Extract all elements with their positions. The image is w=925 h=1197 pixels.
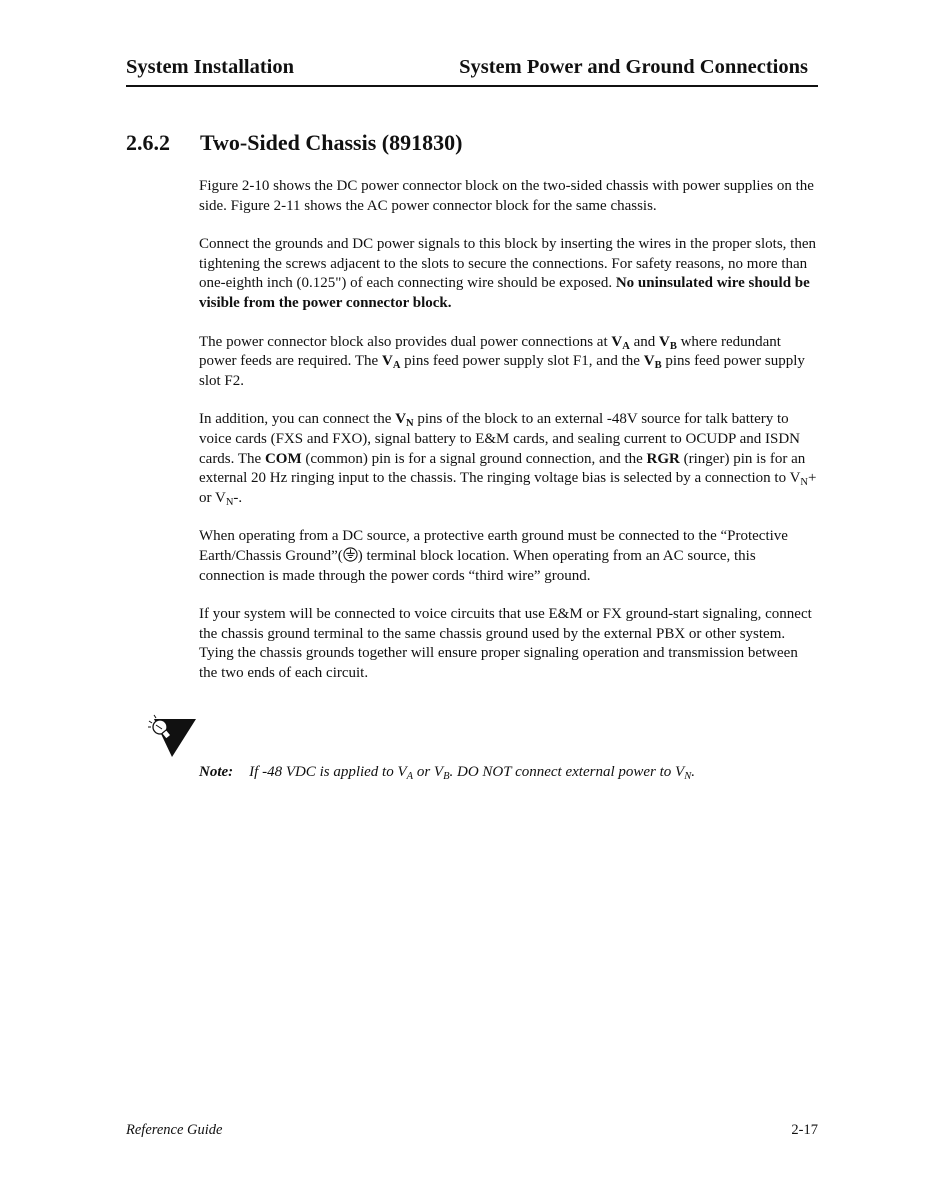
section-title: Two-Sided Chassis (891830) (200, 130, 463, 155)
com-label: COM (264, 450, 302, 467)
note-lightbulb-icon (146, 713, 198, 765)
rgr-label: RGR (646, 450, 680, 467)
va-label: $V_A$ (381, 353, 401, 372)
paragraph-chassis-ground: If your system will be connected to voice circuits that use E&M or FX ground-start signaling, connect the chassis ground terminal to the same chassis ground used by the external PBX or other system. Tying the chassis grounds together will ensure proper signaling operation and transmission between the two ends of each circuit. (199, 606, 812, 681)
note-label: Note: (199, 764, 234, 780)
paragraph-vn-pins: In addition, you can connect the $V_N$ pins of the block to an external -48V source for talk battery to voice cards (FXS and FXO), signal battery to E&M cards, and sealing current to OCUDP and ISDN cards. The COM (common) pin is for a signal ground connection, and the RGR (ringer) pin is for an external 20 Hz ringing input to the chassis. The ringing voltage bias is selected by a connection to $V_N+$ or $V_N-$. (199, 411, 817, 508)
vn-label: $V_N$ (395, 411, 414, 430)
paragraph-figures: Figure 2-10 shows the DC power connector block on the two-sided chassis with power supplies on the side. Figure 2-11 shows the AC power connector block for the same chassis. (199, 178, 814, 214)
vb-label: $V_B$ (643, 353, 662, 372)
paragraph-dual-power: The power connector block also provides dual power connections at $V_A$ and $V_B$ where redundant power feeds are required. The $V_A$ pins feed power supply slot F1, and the $V_B$ pins feed power supply slot F2. (199, 333, 805, 389)
body-text (199, 177, 817, 702)
warning-text: No uninsulated wire should be visible from the power connector block. (199, 275, 810, 311)
vb-label: $V_B$ (658, 333, 677, 352)
va-label: $V_A$ (611, 333, 630, 352)
paragraph-protective-earth: When operating from a DC source, a protective earth ground must be connected to the “Protective Earth/Chassis Ground”( ) terminal block location. When operating from an AC source, this connection is made through the power cords “third wire” ground. (199, 528, 788, 584)
paragraph-connect-wires: Connect the grounds and DC power signals to this block by inserting the wires in the proper slots, then tightening the screws adjacent to the slots to secure the connections. For safety reasons, no more than one-eighth inch (0.125") of each connecting wire should be exposed. No uninsulated wire should be visible from the power connector block. (199, 236, 816, 311)
page-header (126, 56, 818, 87)
section-number: 2.6.2 (126, 130, 170, 155)
note: Note: If -48 VDC is applied to $V_A$ or $V_B$. DO NOT connect external power to $V_N$. (199, 764, 695, 782)
header-chapter-title: System Installation (126, 56, 295, 78)
header-section-title: System Power and Ground Connections (459, 56, 808, 78)
protective-earth-icon (343, 547, 358, 562)
page-number: 2-17 (791, 1122, 818, 1138)
footer-document-title: Reference Guide (126, 1122, 223, 1138)
